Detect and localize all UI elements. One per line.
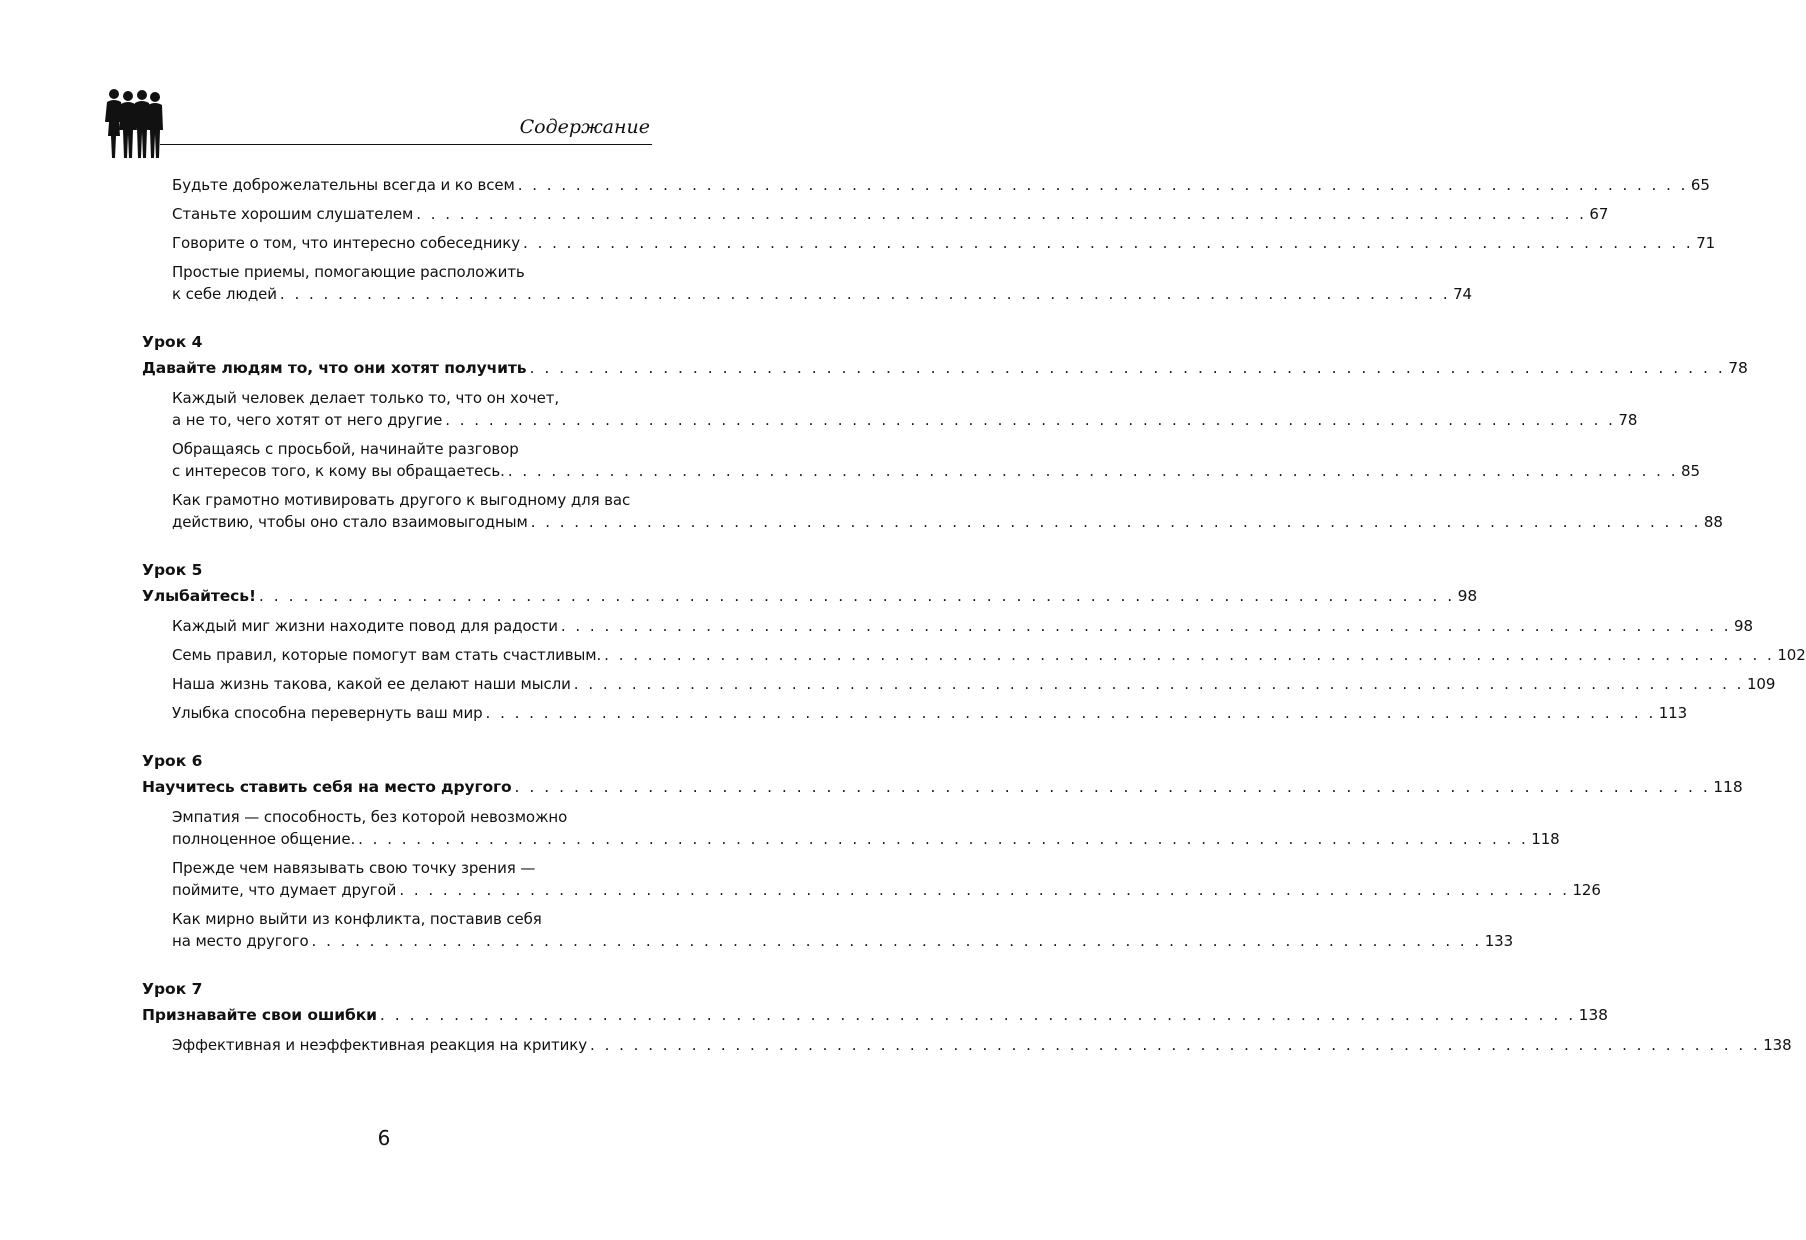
toc-page-number: 133	[1484, 932, 1514, 950]
dot-leader: . . . . . . . . . . . . . . . . . . . . . . . . . . . . . . . . . . . . . . . . . . . . . . . . . . . . . . . . . . . . . . . . . . . . . . . . . . . . . . . . .	[445, 411, 1616, 429]
lesson-label: Урок 6	[142, 752, 203, 770]
toc-entry[interactable]	[142, 489, 1723, 533]
toc-page-number: 126	[1572, 881, 1601, 899]
toc-page-number: 71	[1696, 234, 1716, 252]
dot-leader: . . . . . . . . . . . . . . . . . . . . . . . . . . . . . . . . . . . . . . . . . . . . . . . . . . . . . . . . . . . . . . . . . . . . . . . . . . . . . . . . .	[573, 675, 1744, 693]
toc-chapter-entry[interactable]	[142, 585, 1478, 607]
toc-entry-line: Эмпатия — способность, без которой невозможно	[172, 808, 568, 826]
toc-chapter-entry[interactable]	[142, 357, 1748, 379]
toc-entry[interactable]	[142, 232, 1716, 254]
toc-entry-line: к себе людей	[172, 285, 277, 303]
toc-entry[interactable]	[142, 438, 1700, 482]
toc-entry-line: Каждый человек делает только то, что он хочет,	[172, 389, 560, 407]
section-title: Содержание	[519, 116, 650, 138]
dot-leader: . . . . . . . . . . . . . . . . . . . . . . . . . . . . . . . . . . . . . . . . . . . . . . . . . . . . . . . . . . . . . . . . . . . . . . . . . . . . . . . . .	[358, 830, 1529, 848]
dot-leader: . . . . . . . . . . . . . . . . . . . . . . . . . . . . . . . . . . . . . . . . . . . . . . . . . . . . . . . . . . . . . . . . . . . . . . . . . . . . . . . . .	[604, 646, 1775, 664]
toc-entry[interactable]	[142, 857, 1601, 901]
toc-entry[interactable]	[142, 261, 1472, 305]
toc-chapter-entry[interactable]	[142, 776, 1743, 798]
toc-entry-line: действию, чтобы оно стало взаимовыгодным	[172, 513, 528, 531]
toc-page-number: 98	[1457, 587, 1478, 605]
dot-leader: . . . . . . . . . . . . . . . . . . . . . . . . . . . . . . . . . . . . . . . . . . . . . . . . . . . . . . . . . . . . . . . . . . . . . . . . . . . . . . . . .	[279, 285, 1451, 303]
chapter-title: Улыбайтесь!	[142, 587, 256, 605]
chapter-title: Признавайте свои ошибки	[142, 1006, 377, 1024]
toc-page-number: 78	[1728, 359, 1748, 377]
dot-leader: . . . . . . . . . . . . . . . . . . . . . . . . . . . . . . . . . . . . . . . . . . . . . . . . . . . . . . . . . . . . . . . . . . . . . . . . . . . . . . . . .	[379, 1006, 1576, 1024]
dot-leader: . . . . . . . . . . . . . . . . . . . . . . . . . . . . . . . . . . . . . . . . . . . . . . . . . . . . . . . . . . . . . . . . . . . . . . . . . . . . . . . . .	[523, 234, 1694, 252]
toc-entry[interactable]	[142, 702, 1688, 724]
dot-leader: . . . . . . . . . . . . . . . . . . . . . . . . . . . . . . . . . . . . . . . . . . . . . . . . . . . . . . . . . . . . . . . . . . . . . . . . . . . . . . . . .	[514, 778, 1711, 796]
toc-page-number: 113	[1658, 704, 1688, 722]
toc-page-number: 88	[1703, 513, 1723, 531]
toc-entry-line: Говорите о том, что интересно собеседнику	[172, 234, 521, 252]
toc-entry-line: Каждый миг жизни находите повод для радости	[172, 617, 558, 635]
lesson-label: Урок 4	[142, 333, 203, 351]
dot-leader: . . . . . . . . . . . . . . . . . . . . . . . . . . . . . . . . . . . . . . . . . . . . . . . . . . . . . . . . . . . . . . . . . . . . . . . . . . . . . . . . .	[311, 932, 1482, 950]
toc-entry-line: Как грамотно мотивировать другого к выгодному для вас	[172, 491, 631, 509]
header-divider	[160, 144, 652, 145]
toc-entry[interactable]	[142, 387, 1638, 431]
toc-entry-line: а не то, чего хотят от него другие	[172, 411, 443, 429]
toc-entry-line: Наша жизнь такова, какой ее делают наши мысли	[172, 675, 571, 693]
toc-page-number: 65	[1690, 176, 1710, 194]
toc-entry-line: полноценное общение.	[172, 830, 356, 848]
toc-entry-line: Будьте доброжелательны всегда и ко всем	[172, 176, 515, 194]
dot-leader: . . . . . . . . . . . . . . . . . . . . . . . . . . . . . . . . . . . . . . . . . . . . . . . . . . . . . . . . . . . . . . . . . . . . . . . . . . . . . . . . .	[507, 462, 1678, 480]
toc-page-number: 67	[1589, 205, 1609, 223]
toc-chapter-entry[interactable]	[142, 1004, 1608, 1026]
toc-entry[interactable]	[142, 174, 1710, 196]
toc-entry-line: Обращаясь с просьбой, начинайте разговор	[172, 440, 519, 458]
chapter-title: Давайте людям то, что они хотят получить	[142, 359, 527, 377]
toc-entry[interactable]	[142, 203, 1609, 225]
business-people-silhouette-icon	[102, 86, 164, 160]
dot-leader: . . . . . . . . . . . . . . . . . . . . . . . . . . . . . . . . . . . . . . . . . . . . . . . . . . . . . . . . . . . . . . . . . . . . . . . . . . . . . . . . .	[529, 359, 1726, 377]
toc-entry-line: Прежде чем навязывать свою точку зрения —	[172, 859, 536, 877]
toc-entry[interactable]	[142, 1034, 1792, 1056]
toc-page-number: 138	[1578, 1006, 1608, 1024]
toc-entry[interactable]	[142, 908, 1514, 952]
chapter-title: Научитесь ставить себя на место другого	[142, 778, 512, 796]
toc-page-number: 74	[1453, 285, 1472, 303]
toc-page-number: 78	[1618, 411, 1638, 429]
toc-entry-line: Семь правил, которые помогут вам стать счастливым.	[172, 646, 602, 664]
lesson-label: Урок 7	[142, 980, 203, 998]
toc-page-number: 98	[1734, 617, 1753, 635]
table-of-contents	[142, 174, 1806, 1063]
dot-leader: . . . . . . . . . . . . . . . . . . . . . . . . . . . . . . . . . . . . . . . . . . . . . . . . . . . . . . . . . . . . . . . . . . . . . . . . . . . . . . . . .	[416, 205, 1587, 223]
toc-page-number: 85	[1681, 462, 1700, 480]
page-number: 6	[377, 1126, 391, 1150]
toc-page-number: 109	[1746, 675, 1776, 693]
toc-entry-line: Простые приемы, помогающие расположить	[172, 263, 525, 281]
dot-leader: . . . . . . . . . . . . . . . . . . . . . . . . . . . . . . . . . . . . . . . . . . . . . . . . . . . . . . . . . . . . . . . . . . . . . . . . . . . . . . . . .	[485, 704, 1656, 722]
dot-leader: . . . . . . . . . . . . . . . . . . . . . . . . . . . . . . . . . . . . . . . . . . . . . . . . . . . . . . . . . . . . . . . . . . . . . . . . . . . . . . . . .	[560, 617, 1732, 635]
toc-entry[interactable]	[142, 644, 1806, 666]
toc-entry[interactable]	[142, 673, 1776, 695]
dot-leader: . . . . . . . . . . . . . . . . . . . . . . . . . . . . . . . . . . . . . . . . . . . . . . . . . . . . . . . . . . . . . . . . . . . . . . . . . . . . . . . . .	[258, 587, 1455, 605]
toc-entry-line: поймите, что думает другой	[172, 881, 397, 899]
toc-entry-line: Станьте хорошим слушателем	[172, 205, 414, 223]
toc-page-number: 118	[1713, 778, 1743, 796]
toc-page-number: 118	[1531, 830, 1560, 848]
toc-entry-line: Улыбка способна перевернуть ваш мир	[172, 704, 483, 722]
dot-leader: . . . . . . . . . . . . . . . . . . . . . . . . . . . . . . . . . . . . . . . . . . . . . . . . . . . . . . . . . . . . . . . . . . . . . . . . . . . . . . . . .	[590, 1036, 1761, 1054]
toc-page-number: 138	[1763, 1036, 1792, 1054]
dot-leader: . . . . . . . . . . . . . . . . . . . . . . . . . . . . . . . . . . . . . . . . . . . . . . . . . . . . . . . . . . . . . . . . . . . . . . . . . . . . . . . . .	[530, 513, 1701, 531]
toc-entry[interactable]	[142, 615, 1753, 637]
toc-entry-line: Как мирно выйти из конфликта, поставив себя	[172, 910, 542, 928]
toc-entry-line: с интересов того, к кому вы обращаетесь.	[172, 462, 505, 480]
lesson-label: Урок 5	[142, 561, 203, 579]
toc-page-number: 102	[1777, 646, 1806, 664]
toc-entry[interactable]	[142, 806, 1560, 850]
toc-entry-line: Эффективная и неэффективная реакция на критику	[172, 1036, 588, 1054]
dot-leader: . . . . . . . . . . . . . . . . . . . . . . . . . . . . . . . . . . . . . . . . . . . . . . . . . . . . . . . . . . . . . . . . . . . . . . . . . . . . . . . . .	[517, 176, 1688, 194]
toc-entry-line: на место другого	[172, 932, 309, 950]
dot-leader: . . . . . . . . . . . . . . . . . . . . . . . . . . . . . . . . . . . . . . . . . . . . . . . . . . . . . . . . . . . . . . . . . . . . . . . . . . . . . . . . .	[399, 881, 1570, 899]
